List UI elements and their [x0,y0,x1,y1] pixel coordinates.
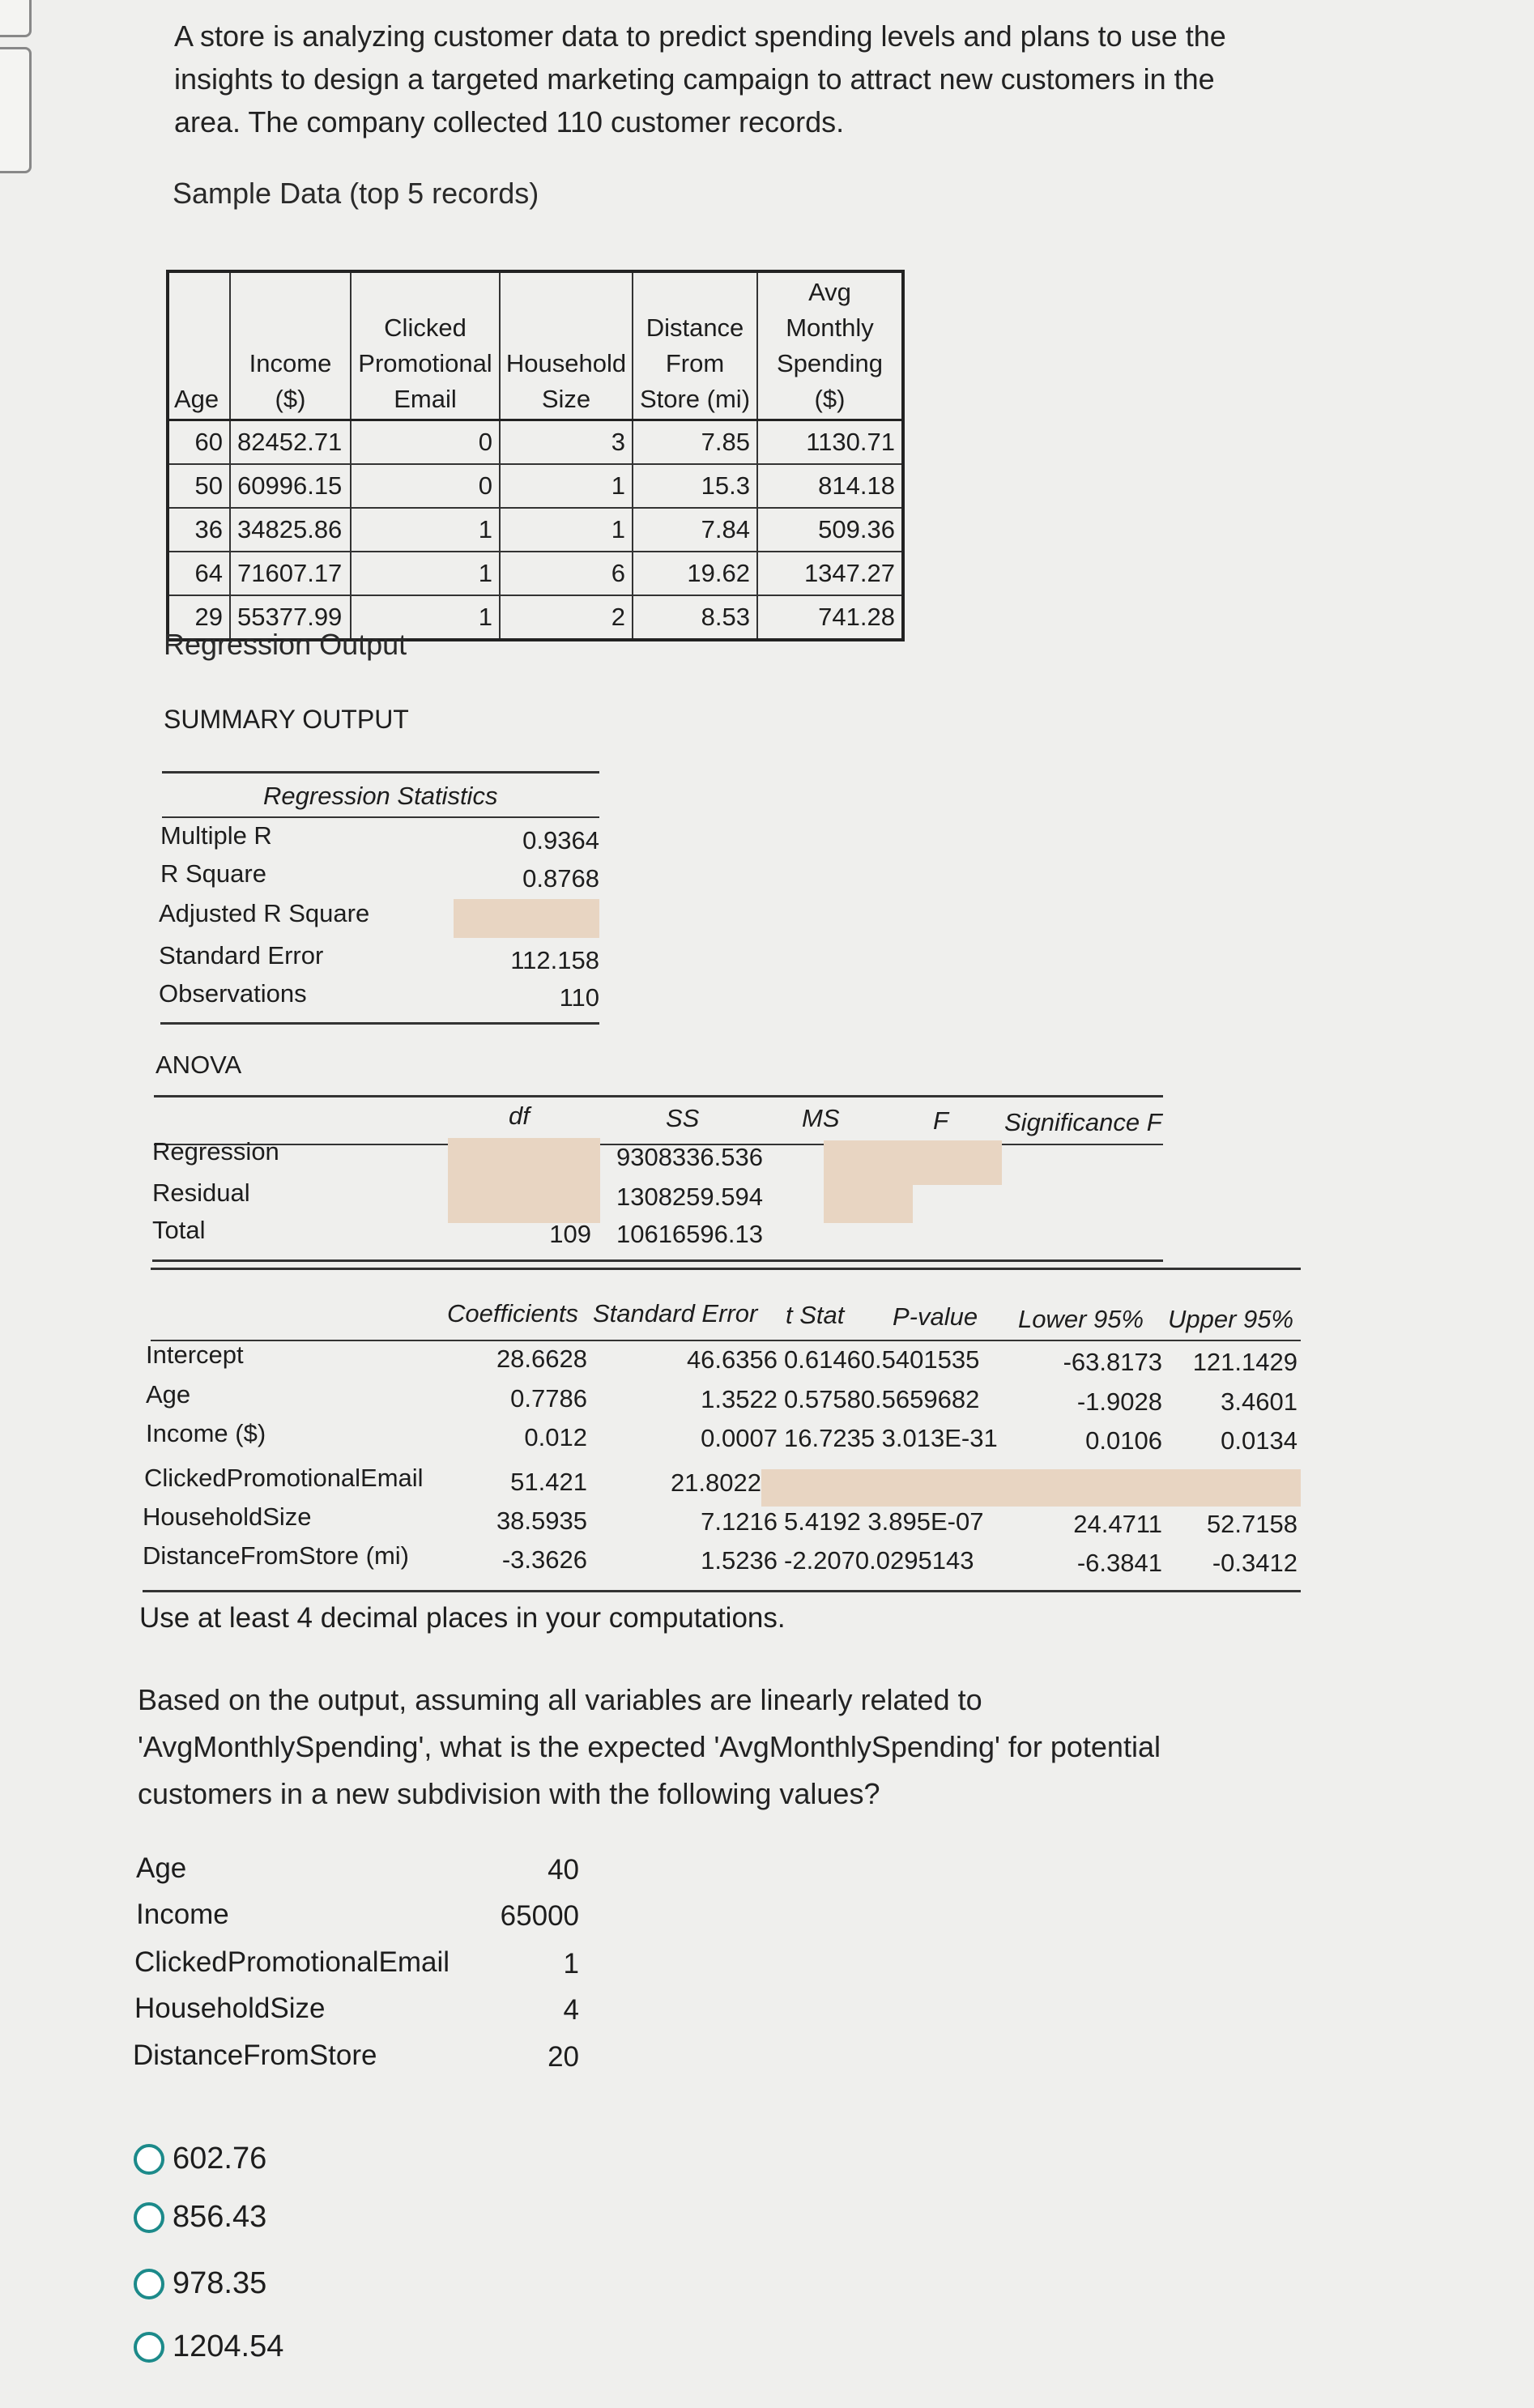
stats-top-rule [162,771,599,774]
table-cell: 19.62 [633,552,757,595]
input-label: DistanceFromStore [133,2039,377,2071]
coef-value: 28.6628 [496,1345,587,1373]
coef-tstat-pvalue: 5.4192 3.895E-07 [784,1507,984,1536]
table-cell: 60 [168,420,230,465]
option-label[interactable]: 1204.54 [173,2329,284,2363]
coef-value: 38.5935 [496,1507,587,1535]
input-label: HouseholdSize [134,1992,326,2024]
coef-se-value: 7.1216 [701,1507,778,1536]
coef-se-value: 21.8022 [670,1468,761,1497]
option-label[interactable]: 602.76 [173,2142,267,2176]
table-cell: 1 [351,552,500,595]
coef-upper-value: 3.4601 [1221,1387,1298,1416]
table-cell: 6 [500,552,633,595]
input-value: 40 [548,1854,579,1886]
coef-col-lower-95: Lower 95% [1018,1305,1144,1333]
table-cell: 64 [168,552,230,595]
coef-tstat-pvalue: 0.61460.5401535 [784,1345,980,1374]
coef-value: 0.012 [524,1423,587,1451]
coef-value: -3.3626 [501,1545,587,1574]
question-line: 'AvgMonthlySpending', what is the expected 'AvgMonthlySpending' for potential [138,1730,1161,1763]
answer-option[interactable] [134,2329,283,2364]
coef-row-label: Intercept [146,1340,244,1369]
coef-se-value: 1.3522 [701,1385,778,1413]
anova-ms-f-blank [824,1140,1002,1185]
input-label: Income [136,1899,229,1930]
anova-bottom-rule [152,1259,1163,1262]
coef-lower-value: -6.3841 [1076,1549,1162,1577]
coef-tstat-pvalue: -2.2070.0295143 [784,1546,974,1575]
anova-col-ms: MS [802,1104,840,1132]
anova-row-label: Regression [152,1137,279,1166]
coef-row-label: Age [146,1380,191,1409]
option-label[interactable]: 978.35 [173,2266,267,2300]
answer-option[interactable] [134,2142,266,2176]
coef-upper-value: 52.7158 [1206,1510,1298,1538]
page-edge-mark [0,47,32,173]
input-value: 1 [563,1948,579,1980]
table-cell: 2 [500,595,633,640]
sample-data-table [166,270,905,641]
anova-row-label: Residual [152,1178,250,1207]
stats-header-rule [162,816,599,818]
question-line: customers in a new subdivision with the following values? [138,1777,880,1810]
coef-col-upper-95: Upper 95% [1168,1305,1294,1333]
regression-heading: Regression Output [164,628,407,661]
intro-line: insights to design a targeted marketing campaign to attract new customers in the [174,62,1215,96]
coef-lower-value: 0.0106 [1085,1426,1162,1455]
coef-bottom-rule [143,1590,1301,1592]
coef-lower-value: 24.4711 [1073,1510,1162,1538]
table-cell: 60996.15 [230,464,351,508]
table-row [168,508,903,552]
col-header-clicked: Clicked Promotional Email [351,271,500,420]
radio-button-icon[interactable] [134,2144,164,2175]
col-header-age: Age [168,271,230,420]
input-value: 65000 [500,1900,579,1932]
stat-label: Standard Error [159,941,324,970]
anova-ss-value: 10616596.13 [616,1220,763,1248]
coef-row-label: Income ($) [146,1419,266,1447]
coef-upper-value: 0.0134 [1221,1426,1298,1455]
coef-tstat-pvalue: 16.7235 3.013E-31 [784,1424,998,1452]
radio-button-icon[interactable] [134,2202,164,2233]
anova-col-df: df [509,1102,530,1130]
input-label: ClickedPromotionalEmail [134,1946,450,1978]
table-cell: 741.28 [757,595,903,640]
stat-label: Adjusted R Square [159,899,370,927]
stat-label: Multiple R [160,821,272,850]
anova-row-label: Total [152,1216,206,1244]
adjusted-r-square-blank [454,899,599,938]
sample-title: Sample Data (top 5 records) [173,177,539,210]
anova-col-ss: SS [666,1104,700,1132]
table-cell: 7.84 [633,508,757,552]
table-cell: 7.85 [633,420,757,465]
stat-label: R Square [160,859,266,888]
stats-bottom-rule [160,1022,599,1025]
input-value: 4 [563,1994,579,2026]
table-cell: 15.3 [633,464,757,508]
anova-ms-blank [824,1183,913,1223]
coef-se-value: 46.6356 [686,1345,778,1374]
stat-label: Observations [159,979,307,1008]
stat-value: 0.9364 [522,826,599,855]
radio-button-icon[interactable] [134,2269,164,2299]
anova-col-significance-f: Significance F [1004,1108,1162,1136]
col-header-distance: Distance From Store (mi) [633,271,757,420]
coef-se-value: 1.5236 [701,1546,778,1575]
stat-value: 112.158 [510,946,599,974]
anova-ss-value: 1308259.594 [616,1183,763,1211]
answer-option[interactable] [134,2266,266,2301]
table-cell: 1 [500,464,633,508]
coef-upper-value: -0.3412 [1212,1549,1298,1577]
coef-col-t-stat: t Stat [786,1301,845,1329]
coef-row-label: ClickedPromotionalEmail [144,1464,424,1492]
coef-tstat-pvalue: 0.57580.5659682 [784,1385,980,1413]
col-header-spending: Avg Monthly Spending ($) [757,271,903,420]
answer-option[interactable] [134,2200,266,2235]
coef-header-rule [151,1340,1301,1341]
coef-lower-value: -1.9028 [1076,1387,1162,1416]
anova-top-rule [154,1095,1163,1097]
coef-email-blank [761,1469,1301,1507]
anova-heading: ANOVA [156,1051,242,1079]
intro-line: A store is analyzing customer data to predict spending levels and plans to use the [174,19,1226,53]
coef-top-rule [151,1268,1301,1270]
table-cell: 1 [500,508,633,552]
table-cell: 1130.71 [757,420,903,465]
radio-button-icon[interactable] [134,2332,164,2363]
table-cell: 0 [351,420,500,465]
table-cell: 8.53 [633,595,757,640]
col-header-household: Household Size [500,271,633,420]
summary-output-heading: SUMMARY OUTPUT [164,705,409,734]
table-row [168,420,903,465]
coef-value: 0.7786 [510,1384,587,1413]
table-cell: 814.18 [757,464,903,508]
anova-df-value: 109 [549,1220,591,1248]
anova-col-f: F [933,1106,948,1135]
col-header-income: Income ($) [230,271,351,420]
coef-col-standard-error: Standard Error [593,1299,758,1328]
table-cell: 1347.27 [757,552,903,595]
coef-upper-value: 121.1429 [1192,1348,1298,1376]
stat-value: 110 [559,983,599,1012]
intro-line: area. The company collected 110 customer records. [174,105,845,139]
coef-row-label: HouseholdSize [143,1502,312,1531]
option-label[interactable]: 856.43 [173,2200,267,2234]
table-cell: 50 [168,464,230,508]
table-cell: 34825.86 [230,508,351,552]
input-label: Age [136,1852,187,1884]
table-cell: 1 [351,595,500,640]
coef-col-coefficients: Coefficients [447,1299,578,1328]
coef-lower-value: -63.8173 [1063,1348,1162,1376]
table-cell: 0 [351,464,500,508]
table-cell: 71607.17 [230,552,351,595]
question-line: Based on the output, assuming all variables are linearly related to [138,1683,982,1716]
table-cell: 509.36 [757,508,903,552]
table-cell: 29 [168,595,230,640]
input-value: 20 [548,2041,579,2073]
table-cell: 1 [351,508,500,552]
intro-paragraph [174,15,1226,143]
table-cell: 82452.71 [230,420,351,465]
coef-row-label: DistanceFromStore (mi) [143,1541,409,1570]
coef-se-value: 0.0007 [701,1424,778,1452]
stat-value: 0.8768 [522,864,599,893]
decimal-note: Use at least 4 decimal places in your computations. [139,1602,786,1634]
question-paragraph [138,1677,1161,1818]
stats-title: Regression Statistics [263,782,498,810]
table-row [168,464,903,508]
table-cell: 36 [168,508,230,552]
table-cell: 55377.99 [230,595,351,640]
table-cell: 3 [500,420,633,465]
page-edge-mark [0,0,32,37]
coef-value: 51.421 [510,1468,587,1496]
anova-ss-value: 9308336.536 [616,1143,763,1171]
coef-col-p-value: P-value [893,1302,978,1331]
table-row [168,552,903,595]
